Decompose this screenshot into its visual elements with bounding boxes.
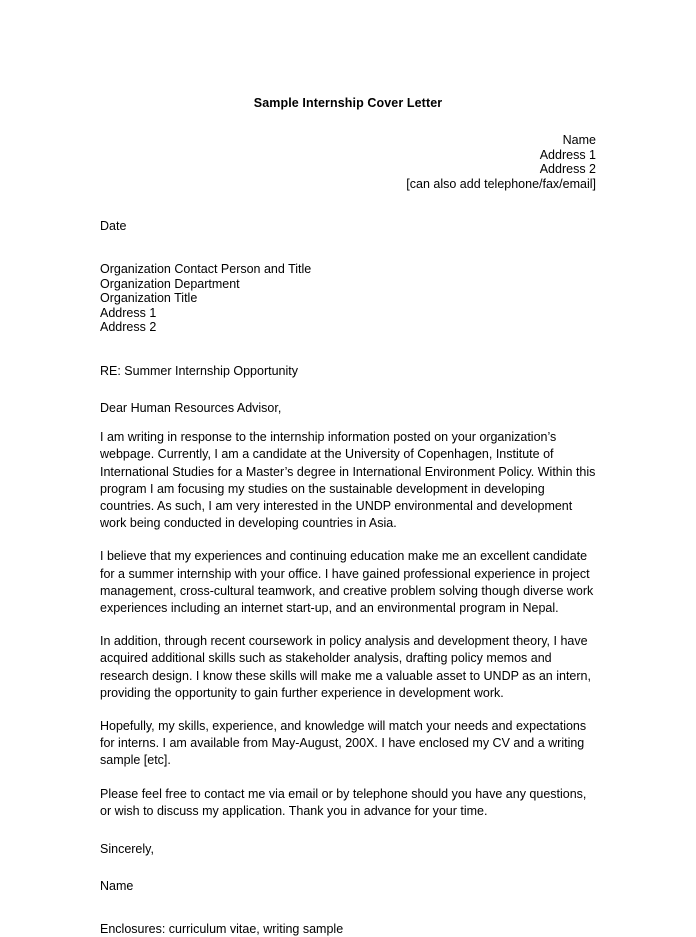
recipient-address-1: Address 1 [100, 305, 157, 320]
body-paragraph: Please feel free to contact me via email or by telephone should you have any questions, or wish to discuss my application. Thank you in advance for your time. [100, 786, 587, 818]
salutation: Dear Human Resources Advisor, [100, 400, 282, 415]
sender-name: Name [562, 133, 596, 147]
sender-contact-note: [can also add telephone/fax/email] [406, 176, 596, 191]
body-paragraph: I believe that my experiences and continuing education make me an excellent candidate for a summer internship with your office. I have gained professional experience in project management, cross-cultural teamwork, and creative problem solving though diverse work experiences including an internet start-up, and an environmental program in Nepal. [100, 549, 594, 615]
enclosures-line: Enclosures: curriculum vitae, writing sample [100, 922, 344, 937]
recipient-contact-person: Organization Contact Person and Title [100, 261, 312, 276]
sender-address-block [100, 133, 596, 191]
page-title: Sample Internship Cover Letter [253, 96, 443, 110]
letter-body [100, 429, 596, 820]
body-paragraph: I am writing in response to the internship information posted on your organization’s webpage. Currently, I am a candidate at the University of Copenhagen, Institute of International Studies for a Master’s degree in International Environment Policy. Within this program I am focusing my studies on the sustainable development in developing countries. As such, I am very interested in the UNDP environmental and development work being conducted in developing countries in Asia. [100, 430, 596, 531]
subject-line: RE: Summer Internship Opportunity [100, 363, 298, 378]
letter-content [100, 96, 596, 937]
body-paragraph: In addition, through recent coursework in policy analysis and development theory, I have acquired additional skills such as stakeholder analysis, drafting policy memos and research design. I know these skills will make me a valuable asset to UNDP as an intern, providing the opportunity to gain further experience in development work. [100, 634, 591, 700]
signature-name: Name [100, 878, 134, 893]
sender-address-1: Address 1 [539, 147, 596, 162]
body-paragraph: Hopefully, my skills, experience, and knowledge will match your needs and expectations for interns. I am available from May-August, 200X. I have enclosed my CV and a writing sample [etc]. [100, 718, 587, 768]
recipient-organization-title: Organization Title [100, 291, 198, 306]
recipient-address-2: Address 2 [100, 320, 157, 335]
recipient-department: Organization Department [100, 276, 240, 291]
date-line: Date [100, 219, 127, 234]
recipient-address-block [100, 262, 596, 335]
closing-line: Sincerely, [100, 841, 154, 856]
sender-address-2: Address 2 [539, 162, 596, 177]
